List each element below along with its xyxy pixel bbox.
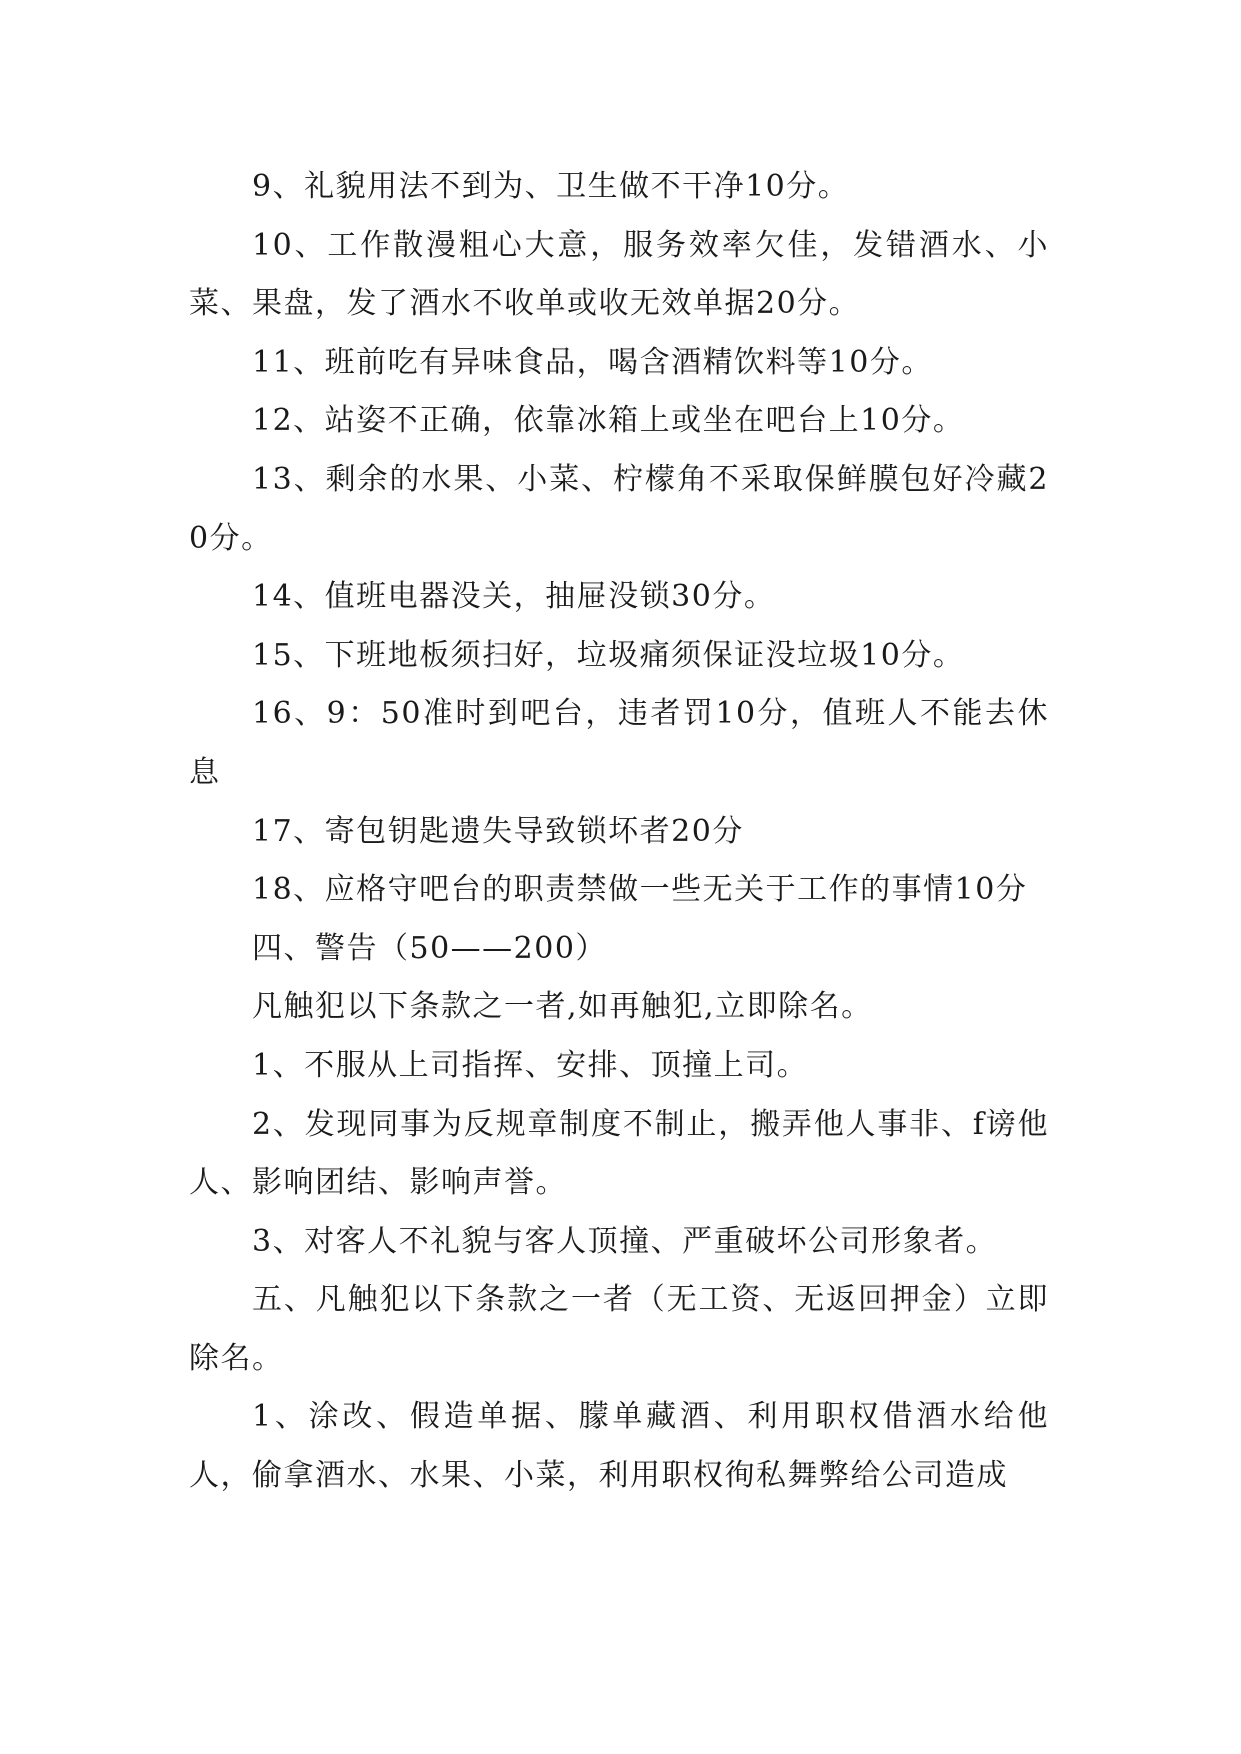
paragraph-item-12: 12、站姿不正确，依靠冰箱上或坐在吧台上10分。: [252, 403, 965, 439]
paragraph-item-9: 9、礼貌用法不到为、卫生做不干净10分。: [252, 169, 850, 204]
warning-item-3: 3、对客人不礼貌与客人顶撞、严重破坏公司形象者。: [252, 1223, 998, 1259]
paragraph-item-18: 18、应格守吧台的职责禁做一些无关于工作的事情10分: [252, 872, 1028, 908]
warning-intro: 凡触犯以下条款之一者,如再触犯,立即除名。: [252, 989, 873, 1025]
paragraph-item-10: 10、工作散漫粗心大意，服务效率欠佳，发错酒水、小菜、果盘，发了酒水不收单或收无效单据20分。: [189, 227, 1049, 322]
paragraph-item-17: 17、寄包钥匙遗失导致锁坏者20分: [252, 813, 744, 849]
document-body: [189, 158, 1049, 1506]
section-heading-dismissal: 五、凡触犯以下条款之一者（无工资、无返回押金）立即除名。: [189, 1282, 1049, 1376]
warning-item-2: 2、发现同事为反规章制度不制止，搬弄他人事非、f谤他人、影响团结、影响声誉。: [189, 1106, 1049, 1201]
paragraph-item-13: 13、剩余的水果、小菜、柠檬角不采取保鲜膜包好冷藏20分。: [189, 461, 1049, 556]
section-heading-warning: 四、警告（50——200）: [252, 930, 607, 966]
paragraph-item-14: 14、值班电器没关，抽屉没锁30分。: [252, 579, 776, 615]
warning-item-1: 1、不服从上司指挥、安排、顶撞上司。: [252, 1047, 809, 1083]
dismissal-item-1: 1、涂改、假造单据、朦单藏酒、利用职权借酒水给他人，偷拿酒水、水果、小菜，利用职权徇私舞弊给公司造成: [189, 1399, 1049, 1494]
paragraph-item-16: 16、9：50准时到吧台，违者罚10分，值班人不能去休息: [189, 696, 1049, 790]
paragraph-item-11: 11、班前吃有异味食品，喝含酒精饮料等10分。: [252, 344, 933, 380]
paragraph-item-15: 15、下班地板须扫好，垃圾痛须保证没垃圾10分。: [252, 637, 965, 673]
